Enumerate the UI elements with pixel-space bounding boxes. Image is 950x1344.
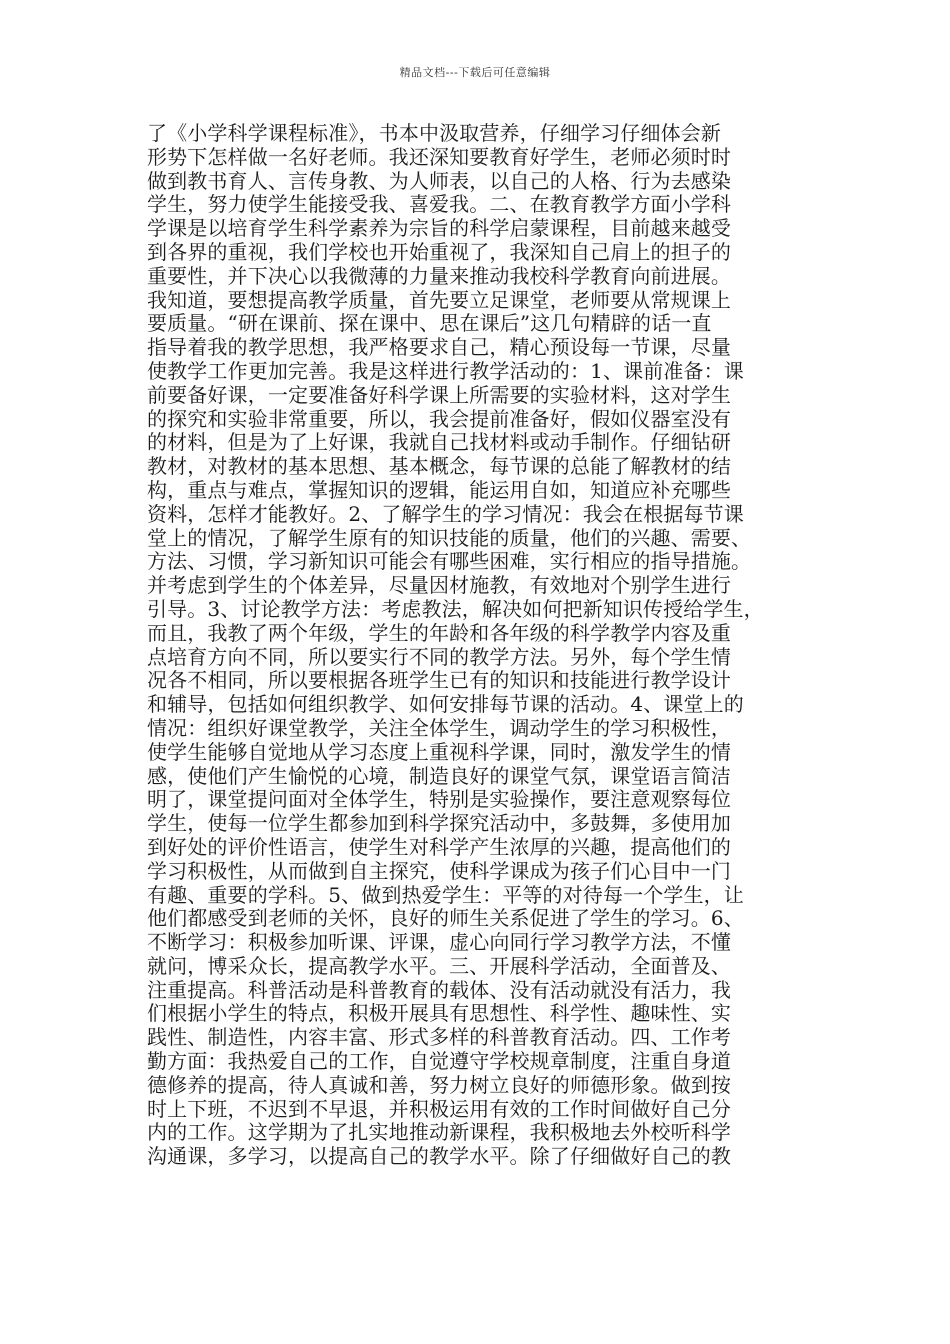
text-line: 学课是以培育学生科学素养为宗旨的科学启蒙课程，目前越来越受 [147,216,732,241]
text-line: 时上下班，不迟到不早退，并积极运用有效的工作时间做好自己分 [147,1096,732,1121]
text-line: 指导着我的教学思想，我严格要求自己，精心预设每一节课，尽量 [147,335,732,360]
page-header: 精品文档---下载后可任意编辑 [399,66,551,79]
text-line: 他们都感受到老师的关怀，良好的师生关系促进了学生的学习。6、 [147,906,744,931]
text-line: 堂上的情况，了解学生原有的知识技能的质量，他们的兴趣、需要、 [147,525,752,550]
text-line: 有趣、重要的学科。5、做到热爱学生：平等的对待每一个学生，让 [147,882,744,907]
text-line: 注重提高。科普活动是科普教育的载体、没有活动就没有活力，我 [147,977,732,1002]
text-line: 情况：组织好课堂教学，关注全体学生，调动学生的学习积极性， [147,715,732,740]
text-line: 到好处的评价性语言，使学生对科学产生浓厚的兴趣，提高他们的 [147,834,732,859]
text-line: 沟通课，多学习，以提高自己的教学水平。除了仔细做好自己的教 [147,1144,732,1169]
text-line: 学生，努力使学生能接受我、喜爱我。二、在教育教学方面小学科 [147,192,732,217]
text-line: 践性、制造性，内容丰富、形式多样的科普教育活动。四、工作考 [147,1025,732,1050]
text-line: 德修养的提高，待人真诚和善，努力树立良好的师德形象。做到按 [147,1072,732,1097]
text-line: 不断学习：积极参加听课、评课，虚心向同行学习教学方法，不懂 [147,930,732,955]
text-line: 构，重点与难点，掌握知识的逻辑，能运用自如，知道应补充哪些 [147,477,732,502]
text-line: 引导。3、讨论教学方法：考虑教法，解决如何把新知识传授给学生， [147,596,764,621]
text-line: 资料，怎样才能教好。2、了解学生的学习情况：我会在根据每节课 [147,501,744,526]
text-line: 使学生能够自觉地从学习态度上重视科学课，同时，激发学生的情 [147,739,732,764]
text-line: 到各界的重视，我们学校也开始重视了，我深知自己肩上的担子的 [147,239,732,264]
text-line: 内的工作。这学期为了扎实地推动新课程，我积极地去外校听科学 [147,1120,732,1145]
text-line: 感，使他们产生愉悦的心境，制造良好的课堂气氛，课堂语言简洁 [147,763,732,788]
text-line: 重要性，并下决心以我微薄的力量来推动我校科学教育向前进展。 [147,263,732,288]
text-line: 要质量。“研在课前、探在课中、思在课后”这几句精辟的话一直 [147,311,712,336]
text-line: 学生，使每一位学生都参加到科学探究活动中，多鼓舞，多使用加 [147,811,732,836]
text-line: 点培育方向不同，所以要实行不同的教学方法。另外，每个学生情 [147,644,732,669]
document-body [147,122,805,1169]
text-line: 况各不相同，所以要根据各班学生已有的知识和技能进行教学设计 [147,668,732,693]
text-line: 并考虑到学生的个体差异，尽量因材施教，有效地对个别学生进行 [147,573,732,598]
text-line: 们根据小学生的特点，积极开展具有思想性、科学性、趣味性、实 [147,1001,732,1026]
text-line: 教材，对教材的基本思想、基本概念，每节课的总能了解教材的结 [147,454,732,479]
text-line: 和辅导，包括如何组织教学、如何安排每节课的活动。4、课堂上的 [147,692,744,717]
text-line: 方法、习惯，学习新知识可能会有哪些困难，实行相应的指导措施。 [147,549,752,574]
text-line: 的材料，但是为了上好课，我就自己找材料或动手制作。仔细钻研 [147,430,732,455]
text-line: 做到教书育人、言传身教、为人师表，以自己的人格、行为去感染 [147,168,732,193]
text-line: 使教学工作更加完善。我是这样进行教学活动的：1、课前准备：课 [147,358,744,383]
text-line: 就问，博采众长，提高教学水平。三、开展科学活动，全面普及、 [147,953,732,978]
text-line: 我知道，要想提高教学质量，首先要立足课堂，老师要从常规课上 [147,287,732,312]
text-line: 前要备好课，一定要准备好科学课上所需要的实验材料，这对学生 [147,382,732,407]
text-line: 学习积极性，从而做到自主探究，使科学课成为孩子们心目中一门 [147,858,732,883]
text-line: 的探究和实验非常重要，所以，我会提前准备好，假如仪器室没有 [147,406,732,431]
text-line: 了《小学科学课程标准》，书本中汲取营养，仔细学习仔细体会新 [147,121,722,145]
text-line: 明了，课堂提问面对全体学生，特别是实验操作，要注意观察每位 [147,787,732,812]
text-line: 形势下怎样做一名好老师。我还深知要教育好学生，老师必须时时 [147,144,732,169]
text-line: 而且，我教了两个年级，学生的年龄和各年级的科学教学内容及重 [147,620,732,645]
text-line: 勤方面：我热爱自己的工作，自觉遵守学校规章制度，注重自身道 [147,1049,732,1074]
